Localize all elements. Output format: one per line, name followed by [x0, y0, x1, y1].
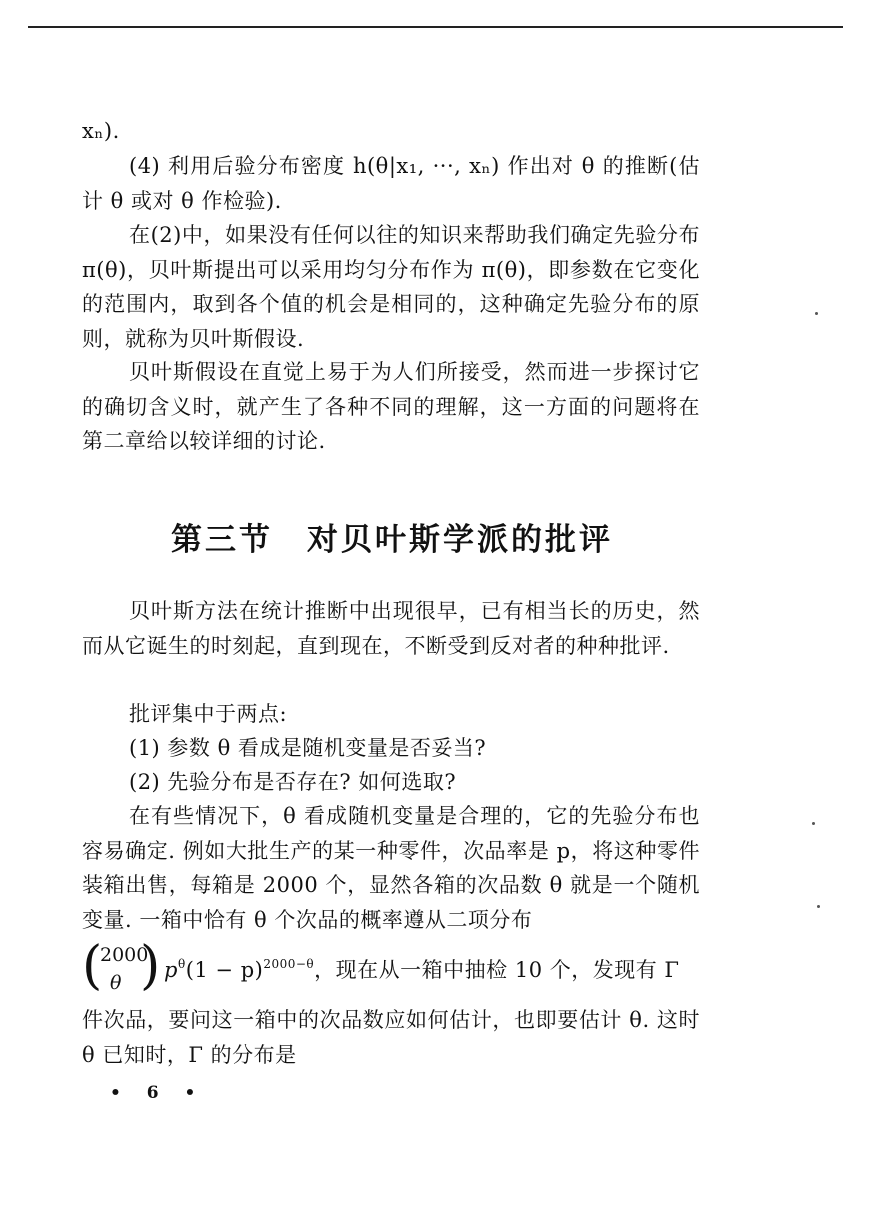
paragraph-two-points: 批评集中于两点:: [129, 702, 288, 726]
formula-expression: [164, 954, 679, 984]
header-rule: [28, 26, 843, 28]
left-paren: (: [82, 936, 103, 996]
binomial-formula: [82, 936, 702, 996]
paragraph-example: 在有些情况下，θ 看成随机变量是合理的，它的先验分布也容易确定. 例如大批生产的某一种零件，次品率是 p，将这种零件装箱出售，每箱是 2000 个，显然各箱的次品数 θ 就是一个随机变量. 一箱中恰有 θ 个次品的概率遵从二项分布: [82, 804, 700, 932]
paragraph-step-4: (4) 利用后验分布密度 h(θ|x₁, ···, xₙ) 作出对 θ 的推断(估计 θ 或对 θ 作检验).: [82, 154, 700, 213]
section-title: 对贝叶斯学派的批评: [307, 522, 613, 558]
formula-text: ，现在从一箱中抽检 10 个，发现有 Γ: [314, 958, 680, 982]
binom-bottom: θ: [110, 972, 122, 994]
formula-exp2: 2000−θ: [263, 957, 315, 971]
section-heading: [82, 514, 702, 559]
paragraph-criticism-intro: 贝叶斯方法在统计推断中出现很早，已有相当长的历史，然而从它诞生的时刻起，直到现在，不断受到反对者的种种批评.: [82, 599, 700, 658]
paragraph-interpretation: 贝叶斯假设在直觉上易于为人们所接受，然而进一步探讨它的确切含义时，就产生了各种不同的理解，这一方面的问题将在第二章给以较详细的讨论.: [82, 360, 700, 453]
formula-p: p: [164, 958, 178, 982]
paragraph-bayes-hypothesis: 在(2)中，如果没有任何以往的知识来帮助我们确定先验分布 π(θ)，贝叶斯提出可以采用均匀分布作为 π(θ)，即参数在它变化的范围内，取到各个值的机会是相同的，这种确定先验分布的原则，就称为贝叶斯假设.: [82, 223, 700, 351]
text-line-continuation: xₙ).: [82, 119, 120, 143]
list-item-2: (2) 先验分布是否存在? 如何选取?: [129, 770, 457, 794]
paragraph-estimate: 件次品，要问这一箱中的次品数应如何估计，也即要估计 θ. 这时 θ 已知时，Γ 的分布是: [82, 1008, 700, 1067]
scan-speck: [817, 905, 820, 908]
scan-speck: [812, 822, 815, 825]
page-number: • 6 •: [110, 1083, 206, 1103]
list-item-1: (1) 参数 θ 看成是随机变量是否妥当?: [129, 736, 487, 760]
section-number: 第三节: [171, 522, 273, 558]
formula-mid: (1 − p): [185, 958, 264, 982]
right-paren: ): [140, 936, 161, 996]
scan-speck: [815, 312, 818, 315]
formula-exp1: θ: [177, 957, 186, 971]
binom-top: 2000: [100, 944, 149, 966]
